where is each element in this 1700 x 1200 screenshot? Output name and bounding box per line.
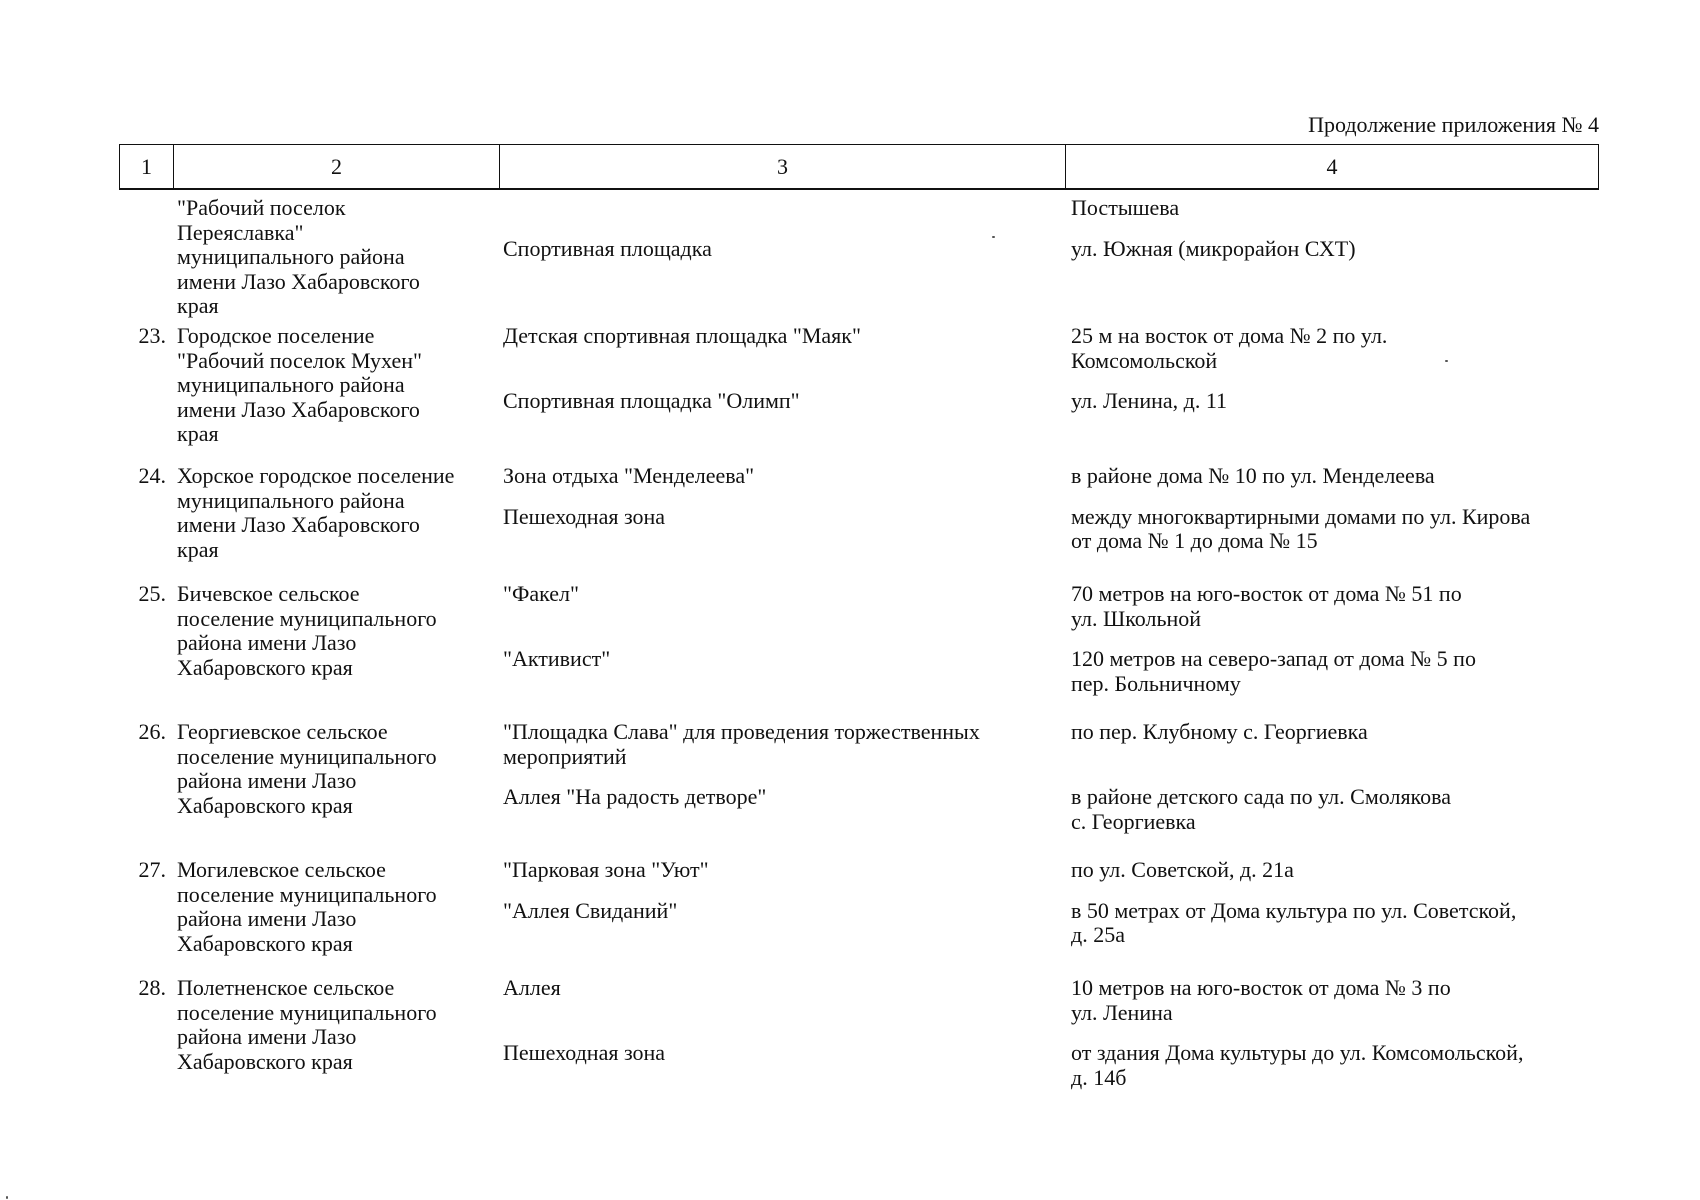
row-entries	[499, 582, 1599, 720]
entry	[499, 505, 1599, 554]
entry	[499, 899, 1599, 948]
object-location: 10 метров на юго-восток от дома № 3 по ул. Ленина	[1071, 975, 1451, 1025]
object-location: в районе дома № 10 по ул. Менделеева	[1071, 463, 1435, 488]
table-row	[119, 858, 1599, 976]
object-location: от здания Дома культуры до ул. Комсомольской, д. 14б	[1071, 1040, 1524, 1090]
entry	[499, 324, 1599, 373]
column-number-1: 1	[120, 145, 174, 188]
table-row	[119, 196, 1599, 324]
settlement-name: Хорское городское поселение муниципального района имени Лазо Хабаровского края	[177, 463, 455, 562]
object-name	[499, 196, 1065, 221]
page-header: Продолжение приложения № 4	[1308, 112, 1599, 137]
object-location: по ул. Советской, д. 21а	[1071, 857, 1294, 882]
row-number: 24.	[138, 463, 166, 488]
object-location: 25 м на восток от дома № 2 по ул. Комсомольской	[1071, 323, 1388, 373]
object-name: Пешеходная зона	[503, 1040, 666, 1065]
row-number: 23.	[138, 323, 166, 348]
entry	[499, 1041, 1599, 1090]
settlement-name: "Рабочий поселок Переяславка" муниципального района имени Лазо Хабаровского края	[177, 195, 420, 318]
entry	[499, 464, 1599, 489]
object-location: 120 метров на северо-запад от дома № 5 по пер. Больничному	[1071, 646, 1476, 696]
scan-speck	[6, 1196, 8, 1199]
entry	[499, 720, 1599, 769]
object-name: Спортивная площадка	[503, 235, 712, 261]
object-name: "Площадка Слава" для проведения торжественных мероприятий	[503, 719, 980, 769]
object-name: Зона отдыха "Менделеева"	[503, 463, 755, 488]
row-entries	[499, 976, 1599, 1116]
object-name: Аллея "На радость детворе"	[503, 784, 767, 809]
column-number-2: 2	[174, 145, 500, 188]
object-name: "Аллея Свиданий"	[503, 897, 678, 923]
column-number-3: 3	[500, 145, 1066, 188]
entry	[499, 389, 1599, 414]
settlement-name: Полетненское сельское поселение муниципального района имени Лазо Хабаровского края	[177, 975, 437, 1074]
scan-speck	[992, 236, 995, 238]
row-number: 28.	[138, 975, 166, 1000]
table-body	[119, 196, 1599, 1116]
row-entries	[499, 196, 1599, 324]
entry	[499, 196, 1599, 221]
entry	[499, 858, 1599, 883]
column-number-4: 4	[1326, 153, 1338, 179]
table-row	[119, 324, 1599, 464]
object-location: Постышева	[1071, 195, 1180, 220]
object-name: "Факел"	[503, 581, 579, 606]
object-name: "Парковая зона "Уют"	[503, 857, 709, 882]
object-name: "Активист"	[503, 646, 611, 671]
object-name: Детская спортивная площадка "Маяк"	[503, 323, 861, 348]
settlement-name: Бичевское сельское поселение муниципального района имени Лазо Хабаровского края	[177, 581, 437, 680]
entry	[499, 976, 1599, 1025]
object-name: Пешеходная зона	[503, 503, 666, 529]
object-location: между многоквартирными домами по ул. Кирова от дома № 1 до дома № 15	[1071, 503, 1531, 553]
entry	[499, 582, 1599, 631]
row-number: 26.	[138, 719, 166, 744]
object-location: 70 метров на юго-восток от дома № 51 по ул. Школьной	[1071, 581, 1462, 631]
settlement-name: Могилевское сельское поселение муниципального района имени Лазо Хабаровского края	[177, 857, 437, 956]
row-entries	[499, 464, 1599, 582]
object-location: в районе детского сада по ул. Смолякова с. Георгиевка	[1071, 784, 1451, 834]
object-name: Аллея	[503, 975, 561, 1000]
table-row	[119, 582, 1599, 720]
entry	[499, 237, 1599, 262]
object-location: по пер. Клубному с. Георгиевка	[1071, 719, 1368, 744]
entry	[499, 785, 1599, 834]
entry	[499, 647, 1599, 696]
object-location: ул. Южная (микрорайон СХТ)	[1071, 235, 1356, 261]
object-name: Спортивная площадка "Олимп"	[503, 388, 800, 413]
row-number: 25.	[138, 581, 166, 606]
table-row	[119, 464, 1599, 582]
row-entries	[499, 858, 1599, 976]
table-row	[119, 720, 1599, 858]
settlement-name: Георгиевское сельское поселение муниципального района имени Лазо Хабаровского края	[177, 719, 437, 818]
table-row	[119, 976, 1599, 1116]
settlement-name: Городское поселение "Рабочий поселок Мухен" муниципального района имени Лазо Хабаровского края	[177, 323, 422, 446]
row-entries	[499, 324, 1599, 464]
row-number	[119, 196, 173, 324]
object-location: ул. Ленина, д. 11	[1071, 388, 1228, 413]
object-location: в 50 метрах от Дома культура по ул. Советской, д. 25а	[1071, 897, 1517, 947]
row-number: 27.	[138, 857, 166, 882]
row-entries	[499, 720, 1599, 858]
scan-speck	[1445, 360, 1448, 362]
table-header-row	[119, 144, 1599, 190]
